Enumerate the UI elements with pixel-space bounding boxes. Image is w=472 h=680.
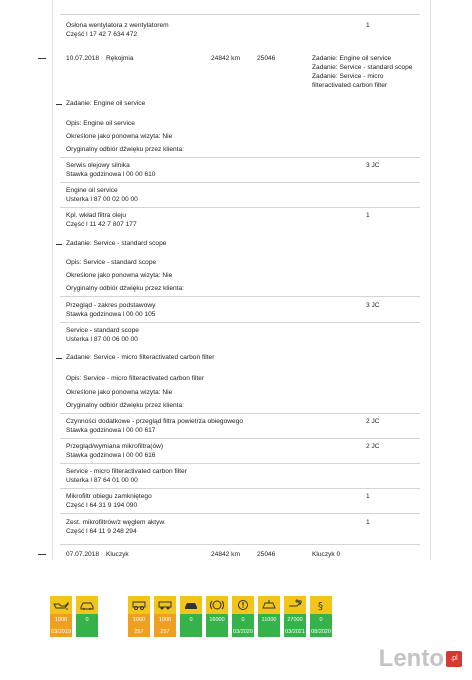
task-heading: Zadanie: Service - standard scope [66, 240, 167, 247]
divider [60, 544, 420, 545]
task-description: Opis: Service - micro filteractivated carbon filter [66, 375, 205, 382]
status-tile [206, 596, 228, 637]
item-sub: Stawka godzinowa l 00 00 617 [66, 427, 156, 434]
item-name: Serwis olejowy silnika [66, 162, 130, 169]
status-tile [310, 596, 332, 637]
tile-remaining: 0 [232, 614, 254, 626]
collapse-task-button[interactable] [56, 244, 62, 245]
divider [60, 296, 420, 297]
status-tile [284, 596, 306, 637]
collapse-task-button[interactable] [56, 104, 62, 105]
item-name: Czynności dodatkowe - przegląd filtra powietrza obiegowego [66, 418, 244, 425]
entry-type: Rękojmia [106, 55, 134, 62]
tile-due-date: 08/2020 [310, 626, 332, 637]
tile-remaining: 0 [180, 614, 202, 626]
car-inspection-icon [180, 596, 202, 614]
divider [60, 14, 420, 15]
lento-watermark [379, 646, 462, 672]
divider [60, 413, 420, 414]
status-tile [180, 596, 202, 637]
tile-remaining: 1000 [50, 614, 72, 626]
entry-task: Zadanie: Service - micro [312, 73, 384, 80]
tile-due-date: 257 [128, 626, 150, 637]
entry-km: 24842 km [211, 55, 240, 62]
item-sub: Część l 11 42 7 807 177 [66, 221, 137, 228]
item-qty: 1 [366, 493, 370, 500]
tile-due-date: 03/2020 [232, 626, 254, 637]
divider [60, 182, 420, 183]
task-complaint: Oryginalny odbiór dźwięku przez klienta: [66, 402, 185, 409]
table-left-border [52, 0, 53, 560]
divider [60, 488, 420, 489]
item-qty: 2 JC [366, 443, 380, 450]
status-tile [258, 596, 280, 637]
item-qty: 1 [366, 519, 370, 526]
status-tile [76, 596, 98, 637]
brake-fluid-icon [206, 596, 228, 614]
collapse-entry-button[interactable] [38, 554, 46, 555]
item-qty: 1 [366, 22, 370, 29]
warning-circle-icon [232, 596, 254, 614]
item-sub: Część l 64 11 9 248 294 [66, 528, 137, 535]
task-description: Opis: Service - standard scope [66, 259, 157, 266]
item-name: Service - micro filteractivated carbon filter [66, 468, 187, 475]
entry-code: 25046 [257, 55, 276, 62]
item-qty: 3 JC [366, 302, 380, 309]
task-revisit: Określone jako ponowna wizyta: Nie [66, 272, 173, 279]
svg-text:§: § [318, 601, 323, 611]
task-revisit: Określone jako ponowna wizyta: Nie [66, 389, 173, 396]
status-tile [128, 596, 150, 637]
oil-can-icon [50, 596, 72, 614]
divider [60, 463, 420, 464]
item-sub: Stawka godzinowa l 00 00 616 [66, 452, 156, 459]
item-name: Kpl. wkład filtra oleju [66, 212, 127, 219]
entry-task: Zadanie: Service - standard scope [312, 64, 413, 71]
status-tile [232, 596, 254, 637]
task-revisit: Określone jako ponowna wizyta: Nie [66, 133, 173, 140]
tile-due-date [206, 626, 228, 637]
watermark-suffix: .pl [450, 655, 458, 662]
collapse-entry-button[interactable] [38, 58, 46, 59]
entry-code: 25046 [257, 551, 276, 558]
task-complaint: Oryginalny odbiór dźwięku przez klienta: [66, 146, 185, 153]
tile-due-date: 257 [154, 626, 176, 637]
divider [60, 513, 420, 514]
task-description: Opis: Engine oil service [66, 120, 135, 127]
status-tile [154, 596, 176, 637]
entry-task: Zadanie: Engine oil service [312, 55, 392, 62]
tile-due-date: 03/2021 [284, 626, 306, 637]
item-qty: 3 JC [366, 162, 380, 169]
item-sub: Usterka l 87 00 02 00 00 [66, 196, 138, 203]
table-right-border [430, 0, 431, 560]
vehicle-check-icon [258, 596, 280, 614]
item-name: Przegląd/wymiana mikrofiltra(ów) [66, 443, 164, 450]
task-complaint: Oryginalny odbiór dźwięku przez klienta: [66, 285, 185, 292]
item-sub: Stawka godzinowa l 00 00 610 [66, 171, 156, 178]
entry-note: Kluczyk 0 [312, 551, 341, 558]
item-name: Engine oil service [66, 187, 118, 194]
tile-due-date [258, 626, 280, 637]
tile-due-date [180, 626, 202, 637]
tile-remaining: 0 [76, 614, 98, 626]
rear-brakes-icon [154, 596, 176, 614]
entry-type: Kluczyk [106, 551, 129, 558]
tile-due-date [76, 626, 98, 637]
entry-km: 24842 km [211, 551, 240, 558]
divider [60, 322, 420, 323]
tile-remaining: 0 [310, 614, 332, 626]
item-name: Service - standard scope [66, 327, 139, 334]
item-part: Część l 17 42 7 634 472 [66, 31, 138, 38]
divider [60, 438, 420, 439]
tile-due-date: 03/2019 [50, 626, 72, 637]
entry-task: filteractivated carbon filter [312, 82, 388, 89]
collapse-task-button[interactable] [56, 358, 62, 359]
paragraph-icon [310, 596, 332, 614]
task-heading: Zadanie: Engine oil service [66, 100, 146, 107]
watermark-badge [446, 651, 462, 667]
tile-remaining: 1000 [128, 614, 150, 626]
item-name: Zest. mikrofiltrów/z węglem aktyw. [66, 519, 166, 526]
item-qty: 2 JC [366, 418, 380, 425]
tile-remaining: 1000 [154, 614, 176, 626]
tile-remaining: 11000 [258, 614, 280, 626]
item-sub: Część l 64 31 9 194 090 [66, 502, 138, 509]
front-brakes-icon [128, 596, 150, 614]
item-sub: Usterka l 87 64 01 00 00 [66, 477, 138, 484]
item-sub: Usterka l 87 00 06 00 00 [66, 336, 138, 343]
status-tile [50, 596, 72, 637]
item-name: Mikrofiltr obiegu zamkniętego [66, 493, 152, 500]
divider [60, 157, 420, 158]
entry-date: 10.07.2018 [66, 55, 100, 62]
tile-remaining: 16000 [206, 614, 228, 626]
exhaust-icon [284, 596, 306, 614]
car-service-icon [76, 596, 98, 614]
entry-date: 07.07.2018 [66, 551, 100, 558]
item-sub: Stawka godzinowa l 00 00 105 [66, 311, 156, 318]
divider [60, 207, 420, 208]
watermark-text: Lento [378, 645, 444, 672]
tile-remaining: 27000 [284, 614, 306, 626]
item-name: Osłona wentylatora z wentylatorem [66, 22, 169, 29]
task-heading: Zadanie: Service - micro filteractivated carbon filter [66, 354, 215, 361]
item-qty: 1 [366, 212, 370, 219]
item-name: Przegląd - zakres podstawowy [66, 302, 156, 309]
